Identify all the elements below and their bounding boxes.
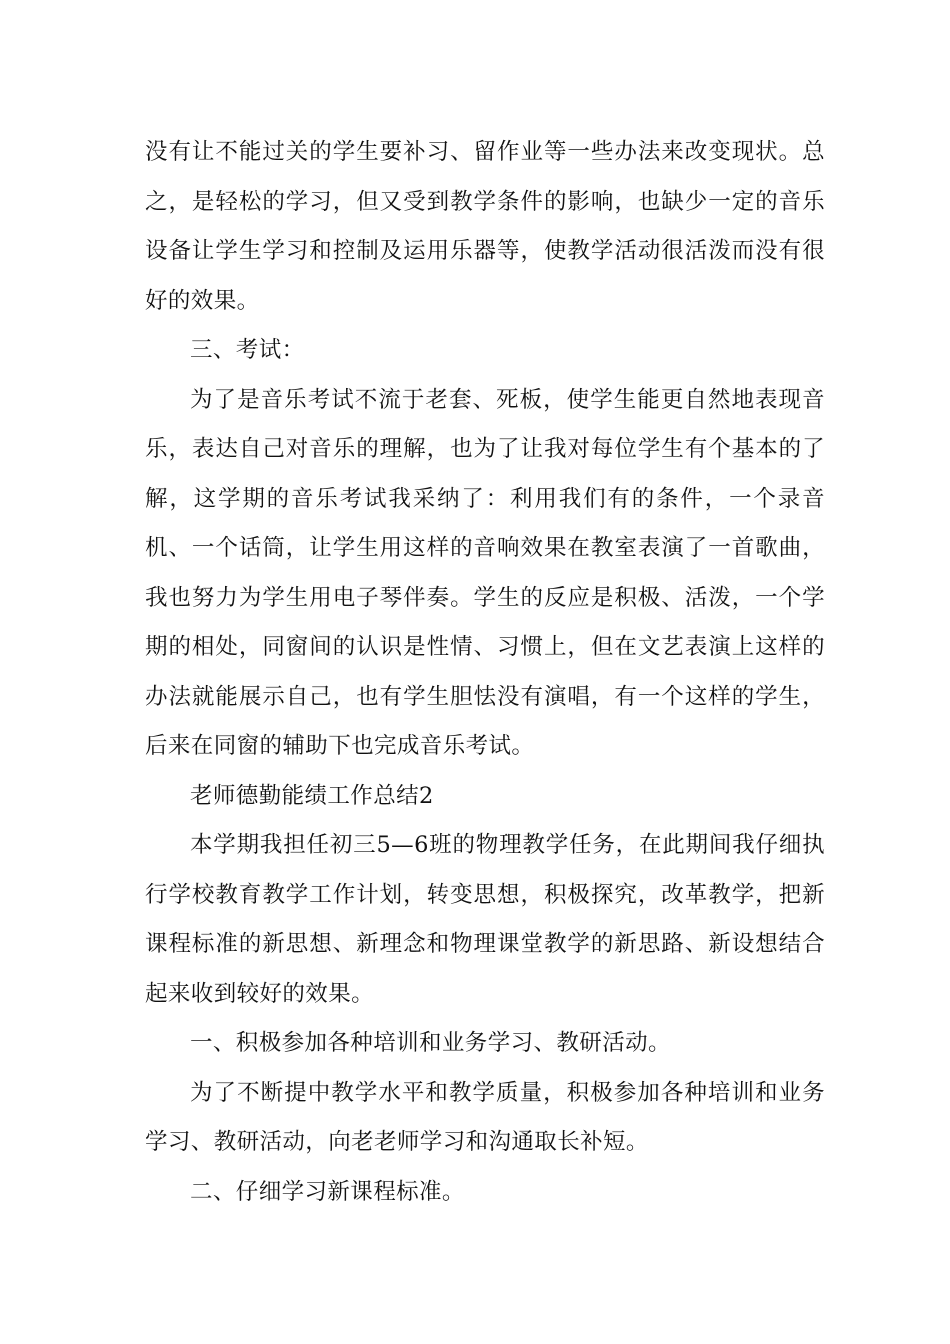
section-heading-exam: 三、考试： [190, 337, 305, 363]
section-heading-training: 一、积极参加各种培训和业务学习、教研活动。 [190, 1030, 671, 1056]
paragraph-training: 为了不断提中教学水平和教学质量，积极参加各种培训和业务学习、教研活动，向老老师学习和沟通取长补短。 [145, 1079, 825, 1155]
document-body [145, 128, 825, 1217]
paragraph-physics-intro: 本学期我担任初三5—6班的物理教学任务，在此期间我仔细执行学校教育教学工作计划，转变思想，积极探究，改革教学，把新课程标准的新思想、新理念和物理课堂教学的新思路、新设想结合起来收到较好的效果。 [145, 832, 825, 1007]
document-subtitle: 老师德勤能绩工作总结2 [190, 782, 434, 809]
paragraph-exam: 为了是音乐考试不流于老套、死板，使学生能更自然地表现音乐，表达自己对音乐的理解，也为了让我对每位学生有个基本的了解，这学期的音乐考试我采纳了：利用我们有的条件，一个录音机、一个话筒，让学生用这样的音响效果在教室表演了一首歌曲，我也努力为学生用电子琴伴奏。学生的反应是积极、活泼，一个学期的相处，同窗间的认识是性情、习惯上，但在文艺表演上这样的办法就能展示自己，也有学生胆怯没有演唱，有一个这样的学生，后来在同窗的辅助下也完成音乐考试。 [145, 386, 825, 759]
section-heading-curriculum: 二、仔细学习新课程标准。 [190, 1178, 465, 1205]
paragraph-teaching-status: 没有让不能过关的学生要补习、留作业等一些办法来改变现状。总之，是轻松的学习，但又受到教学条件的影响，也缺少一定的音乐设备让学生学习和控制及运用乐器等，使教学活动很活泼而没有很好的效果。 [145, 139, 825, 314]
